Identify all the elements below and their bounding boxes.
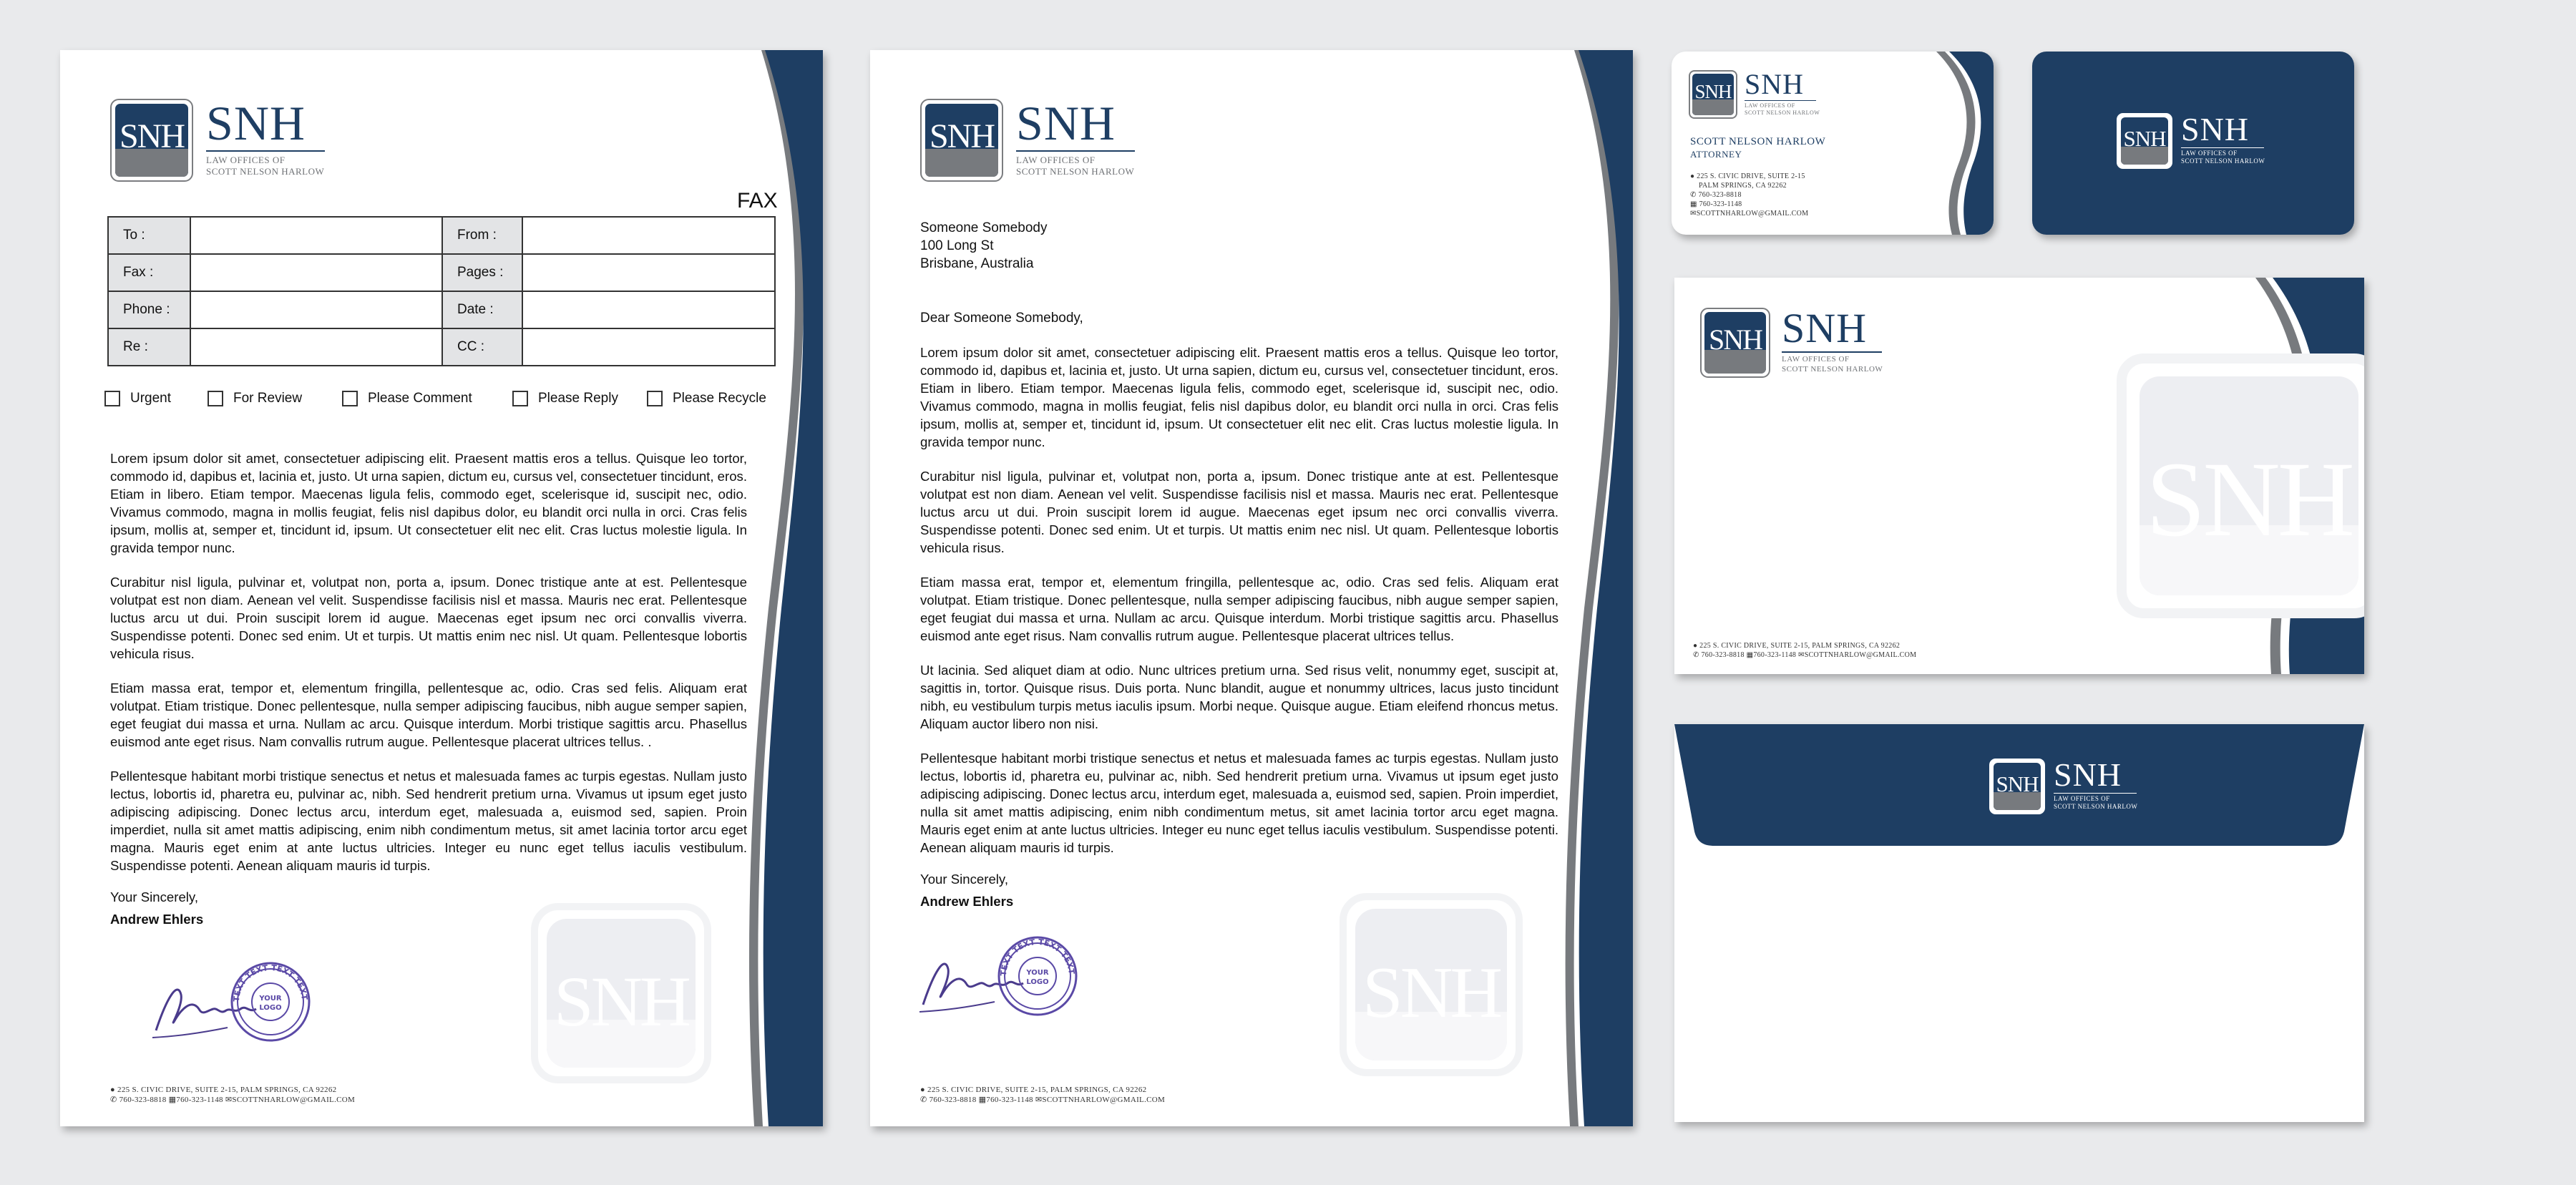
logo-subtitle-1: LAW OFFICES OF (2181, 150, 2238, 157)
table-row (108, 291, 775, 328)
fax-body-text (110, 449, 747, 928)
fax-icon: ▦ (978, 1096, 987, 1104)
logo-mark-icon: SNH (1700, 308, 1770, 378)
fax-logo (110, 96, 325, 182)
fax-field-cc[interactable] (522, 328, 775, 366)
fax-field-from[interactable] (522, 217, 775, 254)
fax-footer-contact: ● 225 S. CIVIC DRIVE, SUITE 2-15, PALM SPRINGS, CA 92262 ✆ 760-323-8818 ▦760-323-1148 ✉SCOTTNHARLOW@GMAIL.COM (110, 1086, 356, 1104)
logo-subtitle-1: LAW OFFICES OF (1745, 102, 1795, 109)
logo-wordmark: SNH (206, 96, 306, 150)
fax-icon: ▦ (1690, 200, 1697, 208)
phone-icon: ✆ (1693, 651, 1699, 659)
logo-subtitle-1: LAW OFFICES OF (1782, 355, 1850, 364)
checkbox-for-review[interactable]: For Review (208, 391, 342, 406)
email-icon: ✉ (1690, 210, 1697, 218)
svg-text:LOGO: LOGO (259, 1004, 282, 1012)
fax-title: FAX (737, 189, 778, 213)
letter-paragraph: Curabitur nisl ligula, pulvinar et, volutpat non, porta a, ipsum. Donec tristique ante at est. Pellentesque volutpat est non diam. Aenean vel velit. Suspendisse facilisis nisl et massa. Mauris nec erat. Pellentesque luctus arcu ut dui. Proin suscipit lorem id augue. Maecenas eget ipsum nec orci convallis viverra. Suspendisse potenti. Donec sed enim. Ut et turpis. Ut mattis enim nec nisl. Ut quam. Pellentesque lobortis vehicula risus. (920, 469, 1558, 555)
logo-wordmark: SNH (1016, 96, 1116, 150)
checkbox-please-recycle[interactable]: Please Recycle (647, 391, 766, 406)
salutation: Dear Someone Somebody, (920, 311, 1083, 326)
fax-header-table (107, 216, 776, 366)
letterhead-footer-contact: ● 225 S. CIVIC DRIVE, SUITE 2-15, PALM SPRINGS, CA 92262 ✆ 760-323-8818 ▦760-323-1148 ✉SCOTTNHARLOW@GMAIL.COM (920, 1086, 1166, 1104)
email-icon: ✉ (1798, 651, 1805, 659)
card-person-title: ATTORNEY (1690, 149, 1742, 160)
letterhead-watermark-icon: SNH (1340, 893, 1523, 1076)
email-icon: ✉ (225, 1096, 233, 1104)
logo-subtitle-1: LAW OFFICES OF (206, 155, 286, 165)
letter-paragraph: Lorem ipsum dolor sit amet, consectetuer adipiscing elit. Praesent mattis eros a tellus. Quisque leo tortor, commodo id, dapibus et, lacinia et, justo. Ut urna sapien, dictum eu, cursus vel, consectetuer tincidunt, eros. Etiam in libero. Etiam tempor. Maecenas ligula felis, commodo eget, scelerisque id, suscipit nec, odio. Vivamus commodo, magna in mollis feugiat, felis nisl dapibus dolor, eu blandit orci nulla in orci. Cras felis ipsum, mollis at, semper et, tincidunt id, ipsum. Ut consectetuer elit nec elit. Cras luctus molestie ligula. In gravida tempor nunc. (920, 345, 1558, 449)
phone-icon: ✆ (1690, 191, 1697, 199)
recipient-block (920, 219, 1047, 273)
svg-text:TEXT TEXT TEXT TEXT: TEXT TEXT TEXT TEXT (231, 962, 310, 1003)
logo-subtitle-1: LAW OFFICES OF (2054, 795, 2110, 802)
fax-icon: ▦ (1746, 651, 1754, 659)
fax-sheet (60, 50, 823, 1126)
fax-field-fax[interactable] (190, 254, 442, 291)
envelope-logo (1700, 305, 1883, 378)
letter-paragraph: Pellentesque habitant morbi tristique senectus et netus et malesuada fames ac turpis egestas. Nullam justo lectus, lobortis id, pharetra eu, pulvinar ac, nibh. Sed hendrerit pretium urna. Vivamus ut ipsum eget justo adipiscing adipiscing. Donec lectus arcu, interdum eget, malesuada a, euismod sed, sapien. Proin imperdiet, nulla sit amet mattis adipiscing, enim nibh condimentum metus, sit amet lacinia tortor arcu eget magna. Mauris eget enim at ante luctus ultricies. Integer eu nunc eget tellus iaculis vestibulum. Suspendisse potenti. Aenean aliquam mauris id turpis. (920, 751, 1558, 855)
table-row (108, 217, 775, 254)
logo-mark-icon: SNH (2117, 113, 2172, 169)
svg-text:LOGO: LOGO (1026, 978, 1049, 986)
card-contact: ● 225 S. CIVIC DRIVE, SUITE 2-15 PALM SPRINGS, CA 92262 ✆ 760-323-8818 ▦ 760-323-1148 ✉SCOTTNHARLOW@GMAIL.COM (1690, 172, 1809, 218)
letterhead-logo (920, 96, 1135, 182)
envelope-back (1674, 724, 2364, 1122)
recipient-city: Brisbane, Australia (920, 256, 1034, 271)
checkbox-urgent[interactable]: Urgent (104, 391, 208, 406)
fax-field-re[interactable] (190, 328, 442, 366)
logo-wordmark: SNH (1782, 305, 1868, 351)
closing-sincerely: Your Sincerely, (110, 889, 198, 904)
fax-paragraph: Lorem ipsum dolor sit amet, consectetuer adipiscing elit. Praesent mattis eros a tellus. Quisque leo tortor, commodo id, dapibus et, lacinia et, justo. Ut urna sapien, dictum eu, cursus vel, consectetuer tincidunt, eros. Etiam in libero. Etiam tempor. Maecenas ligula felis, commodo eget, scelerisque id, suscipit nec, odio. Vivamus commodo, magna in mollis feugiat, felis nisl dapibus dolor, eu blandit orci nulla in orci. Cras felis ipsum, mollis at, semper et, tincidunt id, ipsum. Ut consectetuer elit nec elit. Cras luctus molestie ligula. In gravida tempor nunc. (110, 451, 747, 555)
location-pin-icon: ● (1693, 642, 1698, 650)
logo-subtitle-2: SCOTT NELSON HARLOW (2054, 803, 2138, 811)
logo-subtitle-2: SCOTT NELSON HARLOW (1745, 109, 1820, 116)
location-pin-icon: ● (1690, 172, 1695, 180)
letterhead-body-text (920, 343, 1558, 910)
logo-mark-icon: SNH (920, 99, 1003, 182)
phone-icon: ✆ (920, 1096, 927, 1104)
card-front-logo (1689, 70, 1820, 119)
table-row (108, 254, 775, 291)
signature-stamp (149, 959, 313, 1045)
letter-paragraph: Ut lacinia. Sed aliquet diam at odio. Nunc ultrices pretium urna. Sed risus velit, nonummy eget, suscipit at, sagittis in, tortor. Quisque risus. Duis porta. Nunc blandit, augue et nonummy ultrices, lacus justo tincidunt nibh, eu vestibulum turpis metus iaculis ipsum. Morbi neque. Quisque augue. Etiam eleifend rhoncus metus. Aliquam auctor libero non nisi. (920, 663, 1558, 731)
fax-label-cc: CC : (442, 328, 522, 366)
envelope-contact: ● 225 S. CIVIC DRIVE, SUITE 2-15, PALM SPRINGS, CA 92262 ✆ 760-323-8818 ▦760-323-1148 ✉SCOTTNHARLOW@GMAIL.COM (1693, 642, 1917, 659)
signature-stamp (916, 933, 1080, 1019)
logo-wordmark: SNH (2181, 111, 2250, 147)
fax-paragraph: Pellentesque habitant morbi tristique senectus et netus et malesuada fames ac turpis egestas. Nullam justo lectus, lobortis id, pharetra eu, pulvinar ac, nibh. Sed hendrerit pretium urna. Vivamus ut ipsum eget justo adipiscing adipiscing. Donec lectus arcu, interdum eget, malesuada a, euismod sed, sapien. Proin imperdiet, nulla sit amet mattis adipiscing, enim nibh condimentum metus, sit amet lacinia tortor arcu eget magna. Mauris eget enim at ante luctus ultricies. Integer eu nunc eget tellus iaculis vestibulum. Suspendisse potenti. Aenean aliquam mauris id turpis. (110, 769, 747, 873)
fax-checkbox-row (104, 391, 766, 406)
fax-field-phone[interactable] (190, 291, 442, 328)
logo-mark-icon: SNH (1989, 759, 2045, 814)
table-row (108, 328, 775, 366)
business-card-back (2032, 52, 2354, 235)
closing-name: Andrew Ehlers (110, 912, 204, 927)
logo-mark-icon: SNH (110, 99, 193, 182)
fax-label-pages: Pages : (442, 254, 522, 291)
fax-label-date: Date : (442, 291, 522, 328)
fax-paragraph: Curabitur nisl ligula, pulvinar et, volutpat non, porta a, ipsum. Donec tristique ante at est. Pellentesque volutpat est non diam. Aenean vel velit. Suspendisse facilisis nisl et massa. Mauris nec erat. Pellentesque luctus arcu ut dui. Proin suscipit lorem id augue. Maecenas eget ipsum nec orci convallis viverra. Suspendisse potenti. Donec sed enim. Ut et turpis. Ut mattis enim nec nisl. Ut quam. Pellentesque lobortis vehicula risus. (110, 575, 747, 661)
fax-field-date[interactable] (522, 291, 775, 328)
letterhead-sheet (870, 50, 1633, 1126)
fax-label-to: To : (108, 217, 190, 254)
fax-paragraph: Etiam massa erat, tempor et, elementum fringilla, pellentesque ac, odio. Cras sed felis. Aliquam erat volutpat. Etiam tristique. Donec pellentesque, nulla semper adipiscing faucibus, nibh augue semper sapien, eget feugiat dui massa et urna. Nullam ac arcu. Quisque interdum. Morbi tristique sagittis arcu. Phasellus euismod ante eget risus. Nam convallis rutrum augue. Pellentesque placerat ultrices tellus. . (110, 681, 747, 749)
logo-subtitle-2: SCOTT NELSON HARLOW (206, 166, 325, 177)
email-icon: ✉ (1035, 1096, 1043, 1104)
logo-subtitle-1: LAW OFFICES OF (1016, 155, 1096, 165)
card-person-name: SCOTT NELSON HARLOW (1690, 136, 1826, 147)
fax-label-phone: Phone : (108, 291, 190, 328)
location-pin-icon: ● (110, 1086, 115, 1094)
svg-text:TEXT TEXT TEXT TEXT: TEXT TEXT TEXT TEXT (998, 937, 1077, 977)
location-pin-icon: ● (920, 1086, 925, 1094)
envelope-front (1674, 278, 2364, 674)
closing-name: Andrew Ehlers (920, 894, 1014, 909)
card-back-logo (2117, 113, 2265, 169)
envelope-watermark-icon: SNH (2117, 353, 2364, 618)
letter-paragraph: Etiam massa erat, tempor et, elementum fringilla, pellentesque ac, odio. Cras sed felis. Aliquam erat volutpat. Etiam tristique. Donec pellentesque, nulla semper adipiscing faucibus, nibh augue semper sapien, eget feugiat dui massa et urna. Nullam ac arcu. Quisque interdum. Morbi tristique sagittis arcu. Phasellus euismod ante eget risus. Nam convallis rutrum augue. Pellentesque placerat ultrices tellus. (920, 575, 1558, 643)
fax-label-from: From : (442, 217, 522, 254)
envelope-back-logo (1989, 756, 2138, 814)
fax-field-to[interactable] (190, 217, 442, 254)
logo-wordmark: SNH (2054, 756, 2122, 793)
logo-wordmark: SNH (1745, 68, 1805, 100)
fax-label-re: Re : (108, 328, 190, 366)
business-card-front (1672, 52, 1994, 235)
svg-text:YOUR: YOUR (1026, 969, 1049, 977)
recipient-name: Someone Somebody (920, 220, 1048, 235)
fax-icon: ▦ (168, 1096, 177, 1104)
checkbox-please-comment[interactable]: Please Comment (342, 391, 512, 406)
fax-watermark-icon: SNH (531, 903, 711, 1083)
logo-subtitle-2: SCOTT NELSON HARLOW (1016, 166, 1135, 177)
closing-sincerely: Your Sincerely, (920, 872, 1008, 887)
checkbox-please-reply[interactable]: Please Reply (512, 391, 647, 406)
phone-icon: ✆ (110, 1096, 117, 1104)
recipient-street: 100 Long St (920, 238, 994, 253)
fax-field-pages[interactable] (522, 254, 775, 291)
logo-subtitle-2: SCOTT NELSON HARLOW (2181, 157, 2265, 165)
fax-label-fax: Fax : (108, 254, 190, 291)
logo-mark-icon: SNH (1689, 70, 1737, 119)
logo-subtitle-2: SCOTT NELSON HARLOW (1782, 364, 1883, 374)
svg-text:YOUR: YOUR (259, 995, 282, 1003)
